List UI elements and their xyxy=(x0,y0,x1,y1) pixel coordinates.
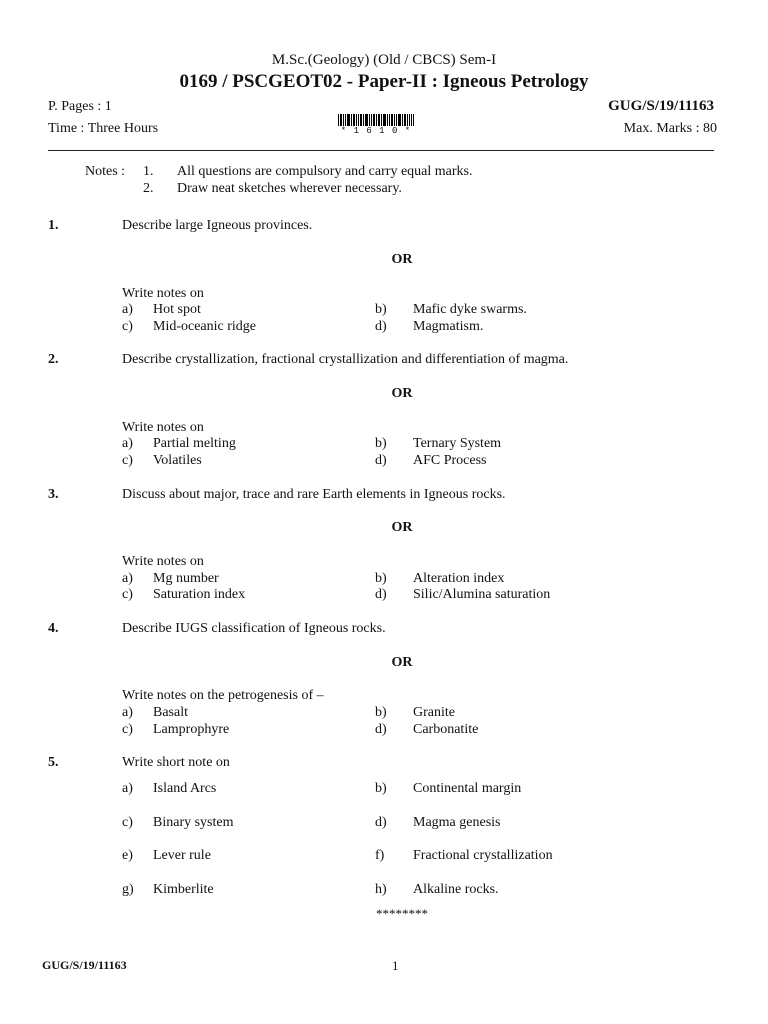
part-text: Kimberlite xyxy=(153,882,214,897)
part-label: d) xyxy=(375,453,387,468)
alternative-intro: Write notes on xyxy=(122,554,204,569)
part-label: b) xyxy=(375,781,387,796)
paper-title: 0169 / PSCGEOT02 - Paper-II : Igneous Petrology xyxy=(179,71,589,92)
question-number: 2. xyxy=(48,352,59,367)
course-name: M.Sc.(Geology) (Old / CBCS) Sem-I xyxy=(271,52,497,68)
part-text: Fractional crystallization xyxy=(413,848,553,863)
or-separator: OR xyxy=(391,386,413,401)
part-label: b) xyxy=(375,705,387,720)
part-label: f) xyxy=(375,848,385,863)
part-text: Alteration index xyxy=(413,571,505,586)
part-text: Mg number xyxy=(153,571,219,586)
part-label: d) xyxy=(375,587,387,602)
part-label: g) xyxy=(122,882,134,897)
part-text: Volatiles xyxy=(153,453,202,468)
part-text: Hot spot xyxy=(153,302,201,317)
part-text: Island Arcs xyxy=(153,781,217,796)
question-text: Describe large Igneous provinces. xyxy=(122,218,313,233)
part-label: e) xyxy=(122,848,133,863)
alternative-intro: Write notes on xyxy=(122,420,204,435)
header-divider xyxy=(48,150,714,151)
max-marks: Max. Marks : 80 xyxy=(623,121,717,136)
part-text: Silic/Alumina saturation xyxy=(413,587,551,602)
part-label: b) xyxy=(375,436,387,451)
note-number: 2. xyxy=(143,181,154,196)
part-label: b) xyxy=(375,571,387,586)
part-text: Lever rule xyxy=(153,848,211,863)
part-text: Magmatism. xyxy=(413,319,484,334)
part-text: Partial melting xyxy=(153,436,236,451)
part-label: c) xyxy=(122,319,133,334)
part-text: AFC Process xyxy=(413,453,487,468)
question-number: 3. xyxy=(48,487,59,502)
note-number: 1. xyxy=(143,164,154,179)
question-number: 4. xyxy=(48,621,59,636)
or-separator: OR xyxy=(391,252,413,267)
question-text: Describe IUGS classification of Igneous rocks. xyxy=(122,621,386,636)
question-text: Describe crystallization, fractional crystallization and differentiation of magma. xyxy=(122,352,569,367)
part-label: a) xyxy=(122,781,133,796)
part-text: Granite xyxy=(413,705,455,720)
part-text: Alkaline rocks. xyxy=(413,882,499,897)
part-label: a) xyxy=(122,571,133,586)
part-text: Saturation index xyxy=(153,587,246,602)
part-label: c) xyxy=(122,722,133,737)
barcode-number: * 1 6 1 0 * xyxy=(340,126,412,136)
part-text: Basalt xyxy=(153,705,188,720)
part-text: Magma genesis xyxy=(413,815,501,830)
reference-code: GUG/S/19/11163 xyxy=(608,98,714,114)
part-label: a) xyxy=(122,302,133,317)
question-text: Discuss about major, trace and rare Earth elements in Igneous rocks. xyxy=(122,487,506,502)
part-label: a) xyxy=(122,705,133,720)
or-separator: OR xyxy=(391,655,413,670)
note-text: Draw neat sketches wherever necessary. xyxy=(177,181,402,196)
page-number: 1 xyxy=(392,958,399,973)
footer-reference-code: GUG/S/19/11163 xyxy=(42,958,127,972)
part-text: Mafic dyke swarms. xyxy=(413,302,527,317)
part-text: Ternary System xyxy=(413,436,502,451)
alternative-intro: Write notes on the petrogenesis of – xyxy=(122,688,324,703)
alternative-intro: Write notes on xyxy=(122,286,204,301)
part-label: d) xyxy=(375,722,387,737)
notes-label: Notes : xyxy=(85,164,126,179)
part-label: c) xyxy=(122,453,133,468)
note-text: All questions are compulsory and carry equal marks. xyxy=(177,164,473,179)
page-count: P. Pages : 1 xyxy=(48,99,112,114)
exam-duration: Time : Three Hours xyxy=(48,121,159,136)
barcode xyxy=(338,114,414,126)
part-text: Carbonatite xyxy=(413,722,479,737)
part-text: Lamprophyre xyxy=(153,722,230,737)
part-label: h) xyxy=(375,882,387,897)
question-number: 1. xyxy=(48,218,59,233)
question-text: Write short note on xyxy=(122,755,230,770)
part-text: Continental margin xyxy=(413,781,522,796)
part-label: d) xyxy=(375,319,387,334)
part-label: c) xyxy=(122,815,133,830)
or-separator: OR xyxy=(391,520,413,535)
part-label: a) xyxy=(122,436,133,451)
question-number: 5. xyxy=(48,755,59,770)
part-label: c) xyxy=(122,587,133,602)
part-text: Binary system xyxy=(153,815,234,830)
part-text: Mid-oceanic ridge xyxy=(153,319,257,334)
part-label: d) xyxy=(375,815,387,830)
part-label: b) xyxy=(375,302,387,317)
end-mark: ******** xyxy=(376,906,428,921)
